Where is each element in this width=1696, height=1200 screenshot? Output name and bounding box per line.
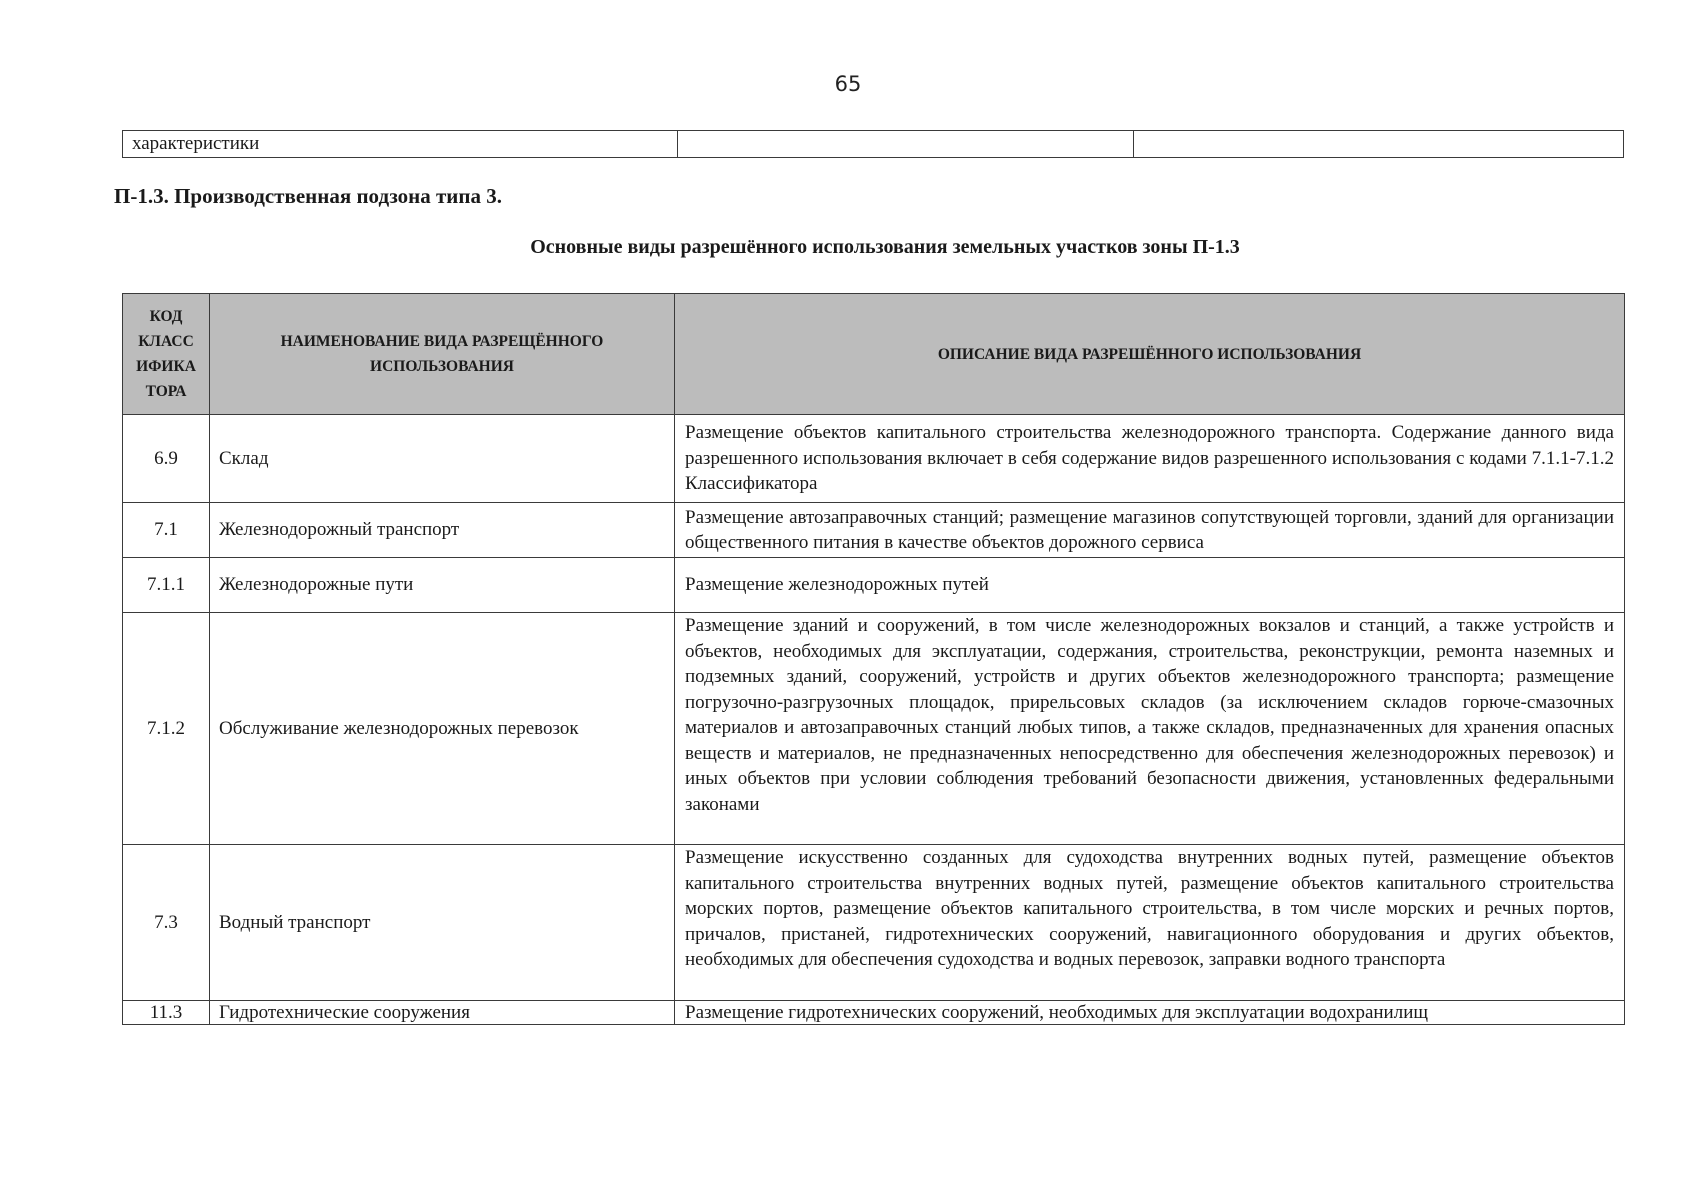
table-row (123, 845, 1625, 1001)
page-number: 65 (834, 72, 862, 96)
row-description: Размещение гидротехнических сооружений, необходимых для эксплуатации водохранилищ (675, 1001, 1625, 1025)
row-description: Размещение объектов капитального строительства железнодорожного транспорта. Содержание данного вида разрешенного использования включает в себя содержание видов разрешенного использования с кодами 7.1.1-7.1.2 Классификатора (675, 415, 1625, 503)
row-name: Железнодорожный транспорт (210, 503, 675, 558)
section-heading: П-1.3. Производственная подзона типа 3. (114, 184, 503, 208)
cell-empty (1134, 131, 1624, 158)
row-name: Гидротехнические сооружения (210, 1001, 675, 1025)
table-row (123, 503, 1625, 558)
table-row (123, 558, 1625, 613)
cell-characteristics: характеристики (123, 131, 678, 158)
row-code: 7.1.2 (123, 613, 210, 845)
table-row (123, 613, 1625, 845)
row-code: 6.9 (123, 415, 210, 503)
row-code: 7.3 (123, 845, 210, 1001)
row-description: Размещение искусственно созданных для судоходства внутренних водных путей, размещение объектов капитального строительства внутренних водных путей, размещение объектов капитального строительства морских портов, размещение объектов капитального строительства, в том числе морских и речных портов, причалов, пристаней, гидротехнических сооружений, навигационного оборудования и других объектов, необходимых для обеспечения судоходства и водных перевозок, заправки водного транспорта (675, 845, 1625, 1001)
row-name: Склад (210, 415, 675, 503)
row-name: Водный транспорт (210, 845, 675, 1001)
header-description: ОПИСАНИЕ ВИДА РАЗРЕШЁННОГО ИСПОЛЬЗОВАНИЯ (675, 294, 1625, 415)
row-description: Размещение зданий и сооружений, в том числе железнодорожных вокзалов и станций, а также устройств и объектов, необходимых для эксплуатации, содержания, строительства, реконструкции, ремонта наземных и подземных зданий, сооружений, устройств и других объектов железнодорожного транспорта; размещение погрузочно-разгрузочных площадок, прирельсовых складов (за исключением складов горюче-смазочных материалов и автозаправочных станций любых типов, а также складов, предназначенных для хранения опасных веществ и материалов, не предназначенных непосредственно для обеспечения железнодорожных перевозок) и иных объектов при условии соблюдения требований безопасности движения, установленных федеральными законами (675, 613, 1625, 845)
cell-empty (678, 131, 1134, 158)
row-description: Размещение автозаправочных станций; размещение магазинов сопутствующей торговли, зданий для организации общественного питания в качестве объектов дорожного сервиса (675, 503, 1625, 558)
continuation-table (122, 130, 1624, 158)
row-description: Размещение железнодорожных путей (675, 558, 1625, 613)
header-code: КОД КЛАСС ИФИКА ТОРА (123, 294, 210, 415)
header-name: НАИМЕНОВАНИЕ ВИДА РАЗРЕЩЁННОГО ИСПОЛЬЗОВАНИЯ (210, 294, 675, 415)
row-name: Обслуживание железнодорожных перевозок (210, 613, 675, 845)
row-code: 11.3 (123, 1001, 210, 1025)
table-row (123, 415, 1625, 503)
table-header-row (123, 294, 1625, 415)
table-row (123, 1001, 1625, 1025)
permitted-use-table (122, 293, 1625, 1025)
row-code: 7.1.1 (123, 558, 210, 613)
table-row (123, 131, 1624, 158)
row-code: 7.1 (123, 503, 210, 558)
row-name: Железнодорожные пути (210, 558, 675, 613)
table-caption: Основные виды разрешённого использования земельных участков зоны П-1.3 (530, 236, 1240, 258)
